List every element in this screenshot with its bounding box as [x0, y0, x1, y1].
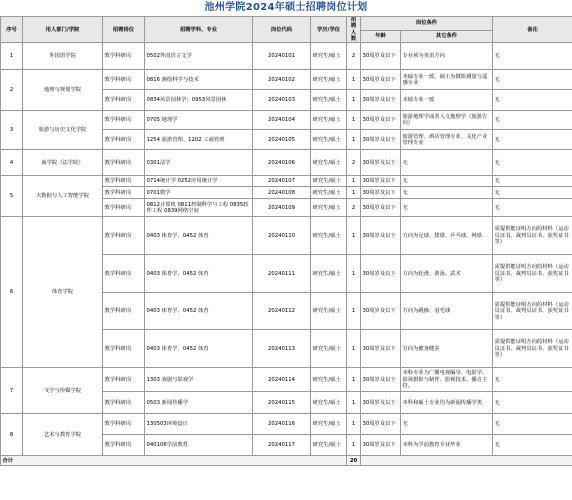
cell-note: 无	[493, 70, 572, 90]
page-title: 池州学院2024年硕士招聘岗位计划	[204, 2, 368, 13]
cell-degree: 研究生/硕士	[311, 293, 347, 330]
cell-degree: 研究生/硕士	[311, 414, 347, 435]
table-row	[1, 150, 572, 176]
cell-degree: 研究生/硕士	[311, 150, 347, 176]
cell-code: 20240101	[253, 43, 311, 70]
cell-post: 教学科研岗	[103, 392, 145, 414]
cell-post: 教学科研岗	[103, 90, 145, 111]
header-code: 岗位代码	[253, 17, 311, 43]
cell-other: 无	[401, 187, 493, 199]
cell-other: 方向为足球、排球、乒乓球、网球	[401, 217, 493, 255]
cell-age: 30周岁及以下	[361, 90, 401, 111]
cell-count: 1	[347, 176, 361, 187]
cell-age: 30周岁及以下	[361, 70, 401, 90]
header-subject: 招聘学科、专业	[145, 17, 253, 43]
cell-degree: 研究生/硕士	[311, 435, 347, 456]
cell-subject: 0403 体育学、0452 体育	[145, 217, 253, 255]
cell-other: 本硕专业一致，硕士为摄影测量与遥感专业	[401, 70, 493, 90]
cell-degree: 研究生/硕士	[311, 111, 347, 130]
cell-subject: 0403 体育学、0452 体育	[145, 293, 253, 330]
cell-code: 20240102	[253, 70, 311, 90]
header-age: 年龄	[361, 30, 401, 43]
total-label: 合计	[1, 456, 347, 466]
cell-degree: 研究生/硕士	[311, 217, 347, 255]
cell-age: 30周岁及以下	[361, 368, 401, 392]
cell-age: 30周岁及以下	[361, 293, 401, 330]
table-row	[1, 70, 572, 90]
cell-other: 方向为跳操、羽毛球	[401, 293, 493, 330]
cell-dept: 文学与传媒学院	[23, 368, 103, 414]
cell-count: 1	[347, 330, 361, 368]
cell-count: 1	[347, 217, 361, 255]
cell-subject: 130503环境设计	[145, 414, 253, 435]
table-row	[1, 43, 572, 70]
cell-seq: 1	[1, 43, 23, 70]
cell-count: 1	[347, 187, 361, 199]
cell-other: 本科专业为广播电视编导、电影学、影视摄影与制作、影视技术、播音主持。	[401, 368, 493, 392]
table-row	[1, 368, 572, 392]
cell-other: 本科和硕士专业均为新闻传播学类	[401, 392, 493, 414]
cell-dept: 外国语学院	[23, 43, 103, 70]
cell-degree: 研究生/硕士	[311, 330, 347, 368]
cell-seq: 3	[1, 111, 23, 150]
header-other: 其它条件	[401, 30, 493, 43]
cell-note: 无	[493, 368, 572, 392]
recruitment-table	[0, 16, 572, 466]
cell-note: 需提供能证明方向的材料（运动员证书、裁判员证书、获奖证书等）	[493, 330, 572, 368]
cell-subject: 0812计算机 0811控制科学与工程 0835软件工程 0839网络空间	[145, 199, 253, 217]
header-conditions: 岗位条件	[361, 17, 493, 31]
total-row	[1, 456, 572, 466]
cell-count: 2	[347, 150, 361, 176]
cell-other: 无	[401, 176, 493, 187]
cell-note: 无	[493, 435, 572, 456]
cell-code: 20240106	[253, 150, 311, 176]
cell-degree: 研究生/硕士	[311, 90, 347, 111]
cell-code: 20240108	[253, 187, 311, 199]
cell-note: 无	[493, 199, 572, 217]
cell-other: 方向为健身健美	[401, 330, 493, 368]
cell-subject: 1254 旅游管理、1202 工商管理	[145, 130, 253, 150]
cell-seq: 5	[1, 176, 23, 217]
cell-subject: 0301法学	[145, 150, 253, 176]
cell-post: 教学科研岗	[103, 43, 145, 70]
cell-seq: 7	[1, 368, 23, 414]
cell-subject: 0503 新闻传播学	[145, 392, 253, 414]
header-count: 招聘人数	[347, 17, 361, 43]
cell-seq: 2	[1, 70, 23, 111]
cell-post: 教学科研岗	[103, 111, 145, 130]
cell-degree: 研究生/硕士	[311, 392, 347, 414]
cell-count: 1	[347, 435, 361, 456]
cell-note: 无	[493, 43, 572, 70]
cell-subject: 0714统计学 0252应用统计学	[145, 176, 253, 187]
cell-count: 1	[347, 111, 361, 130]
cell-note: 需提供能证明方向的材料（运动员证书、裁判员证书、获奖证书等）	[493, 293, 572, 330]
cell-subject: 1303 戏剧与影视学	[145, 368, 253, 392]
cell-other: 无	[401, 414, 493, 435]
table-body	[1, 43, 572, 466]
cell-age: 30周岁及以下	[361, 187, 401, 199]
cell-code: 20240110	[253, 217, 311, 255]
cell-degree: 研究生/硕士	[311, 43, 347, 70]
cell-post: 教学科研岗	[103, 150, 145, 176]
cell-post: 教学科研岗	[103, 130, 145, 150]
header-degree: 学历/学位	[311, 17, 347, 43]
cell-post: 教学科研岗	[103, 187, 145, 199]
cell-note: 无	[493, 414, 572, 435]
header-note: 备注	[493, 17, 572, 43]
cell-degree: 研究生/硕士	[311, 255, 347, 293]
cell-age: 30周岁及以下	[361, 199, 401, 217]
cell-note: 无	[493, 392, 572, 414]
cell-count: 1	[347, 255, 361, 293]
header-dept: 用人部门/学院	[23, 17, 103, 43]
cell-other: 旅游管理、酒店管理专业、文化产业管理专业	[401, 130, 493, 150]
cell-degree: 研究生/硕士	[311, 187, 347, 199]
cell-count: 2	[347, 43, 361, 70]
cell-count: 1	[347, 90, 361, 111]
cell-degree: 研究生/硕士	[311, 130, 347, 150]
cell-subject: 0705 地理学	[145, 111, 253, 130]
table-header	[1, 17, 572, 43]
cell-other: 本科为学前教育专业毕业	[401, 435, 493, 456]
cell-age: 30周岁及以下	[361, 255, 401, 293]
cell-note: 无	[493, 187, 572, 199]
cell-post: 教学科研岗	[103, 330, 145, 368]
cell-count: 1	[347, 414, 361, 435]
cell-note: 无	[493, 111, 572, 130]
cell-post: 教学科研岗	[103, 176, 145, 187]
cell-code: 20240112	[253, 293, 311, 330]
cell-subject: 0834风景园林学；0953风景园林	[145, 90, 253, 111]
cell-age: 30周岁及以下	[361, 130, 401, 150]
table-row	[1, 111, 572, 130]
cell-note: 无	[493, 90, 572, 111]
cell-dept: 地理与规划学院	[23, 70, 103, 111]
cell-seq: 4	[1, 150, 23, 176]
cell-post: 教学科研岗	[103, 368, 145, 392]
cell-degree: 研究生/硕士	[311, 70, 347, 90]
cell-subject: 0403 体育学、0452 体育	[145, 330, 253, 368]
table-row	[1, 414, 572, 435]
cell-code: 20240105	[253, 130, 311, 150]
cell-code: 20240114	[253, 368, 311, 392]
cell-other: 方向为轮滑、游泳、武术	[401, 255, 493, 293]
cell-degree: 研究生/硕士	[311, 199, 347, 217]
cell-dept: 艺术与教育学院	[23, 414, 103, 456]
cell-other: 无	[401, 199, 493, 217]
cell-age: 30周岁及以下	[361, 150, 401, 176]
cell-age: 30周岁及以下	[361, 414, 401, 435]
cell-post: 教学科研岗	[103, 435, 145, 456]
cell-post: 教学科研岗	[103, 199, 145, 217]
cell-other: 本硕专业一致	[401, 90, 493, 111]
cell-post: 教学科研岗	[103, 217, 145, 255]
cell-note: 需提供能证明方向的材料（运动员证书、裁判员证书、获奖证书等）	[493, 255, 572, 293]
cell-degree: 研究生/硕士	[311, 368, 347, 392]
cell-age: 30周岁及以下	[361, 330, 401, 368]
cell-post: 教学科研岗	[103, 70, 145, 90]
cell-count: 1	[347, 70, 361, 90]
header-seq: 序号	[1, 17, 23, 43]
cell-note: 无	[493, 150, 572, 176]
cell-code: 20240115	[253, 392, 311, 414]
cell-count: 2	[347, 199, 361, 217]
cell-degree: 研究生/硕士	[311, 176, 347, 187]
cell-age: 30周岁及以下	[361, 392, 401, 414]
cell-dept: 体育学院	[23, 217, 103, 368]
cell-age: 30周岁及以下	[361, 435, 401, 456]
cell-code: 20240116	[253, 414, 311, 435]
total-empty	[361, 456, 572, 466]
cell-post: 教学科研岗	[103, 414, 145, 435]
cell-code: 20240107	[253, 176, 311, 187]
table-row	[1, 176, 572, 187]
cell-note: 无	[493, 176, 572, 187]
cell-other: 旅游地理学或者人文地理学（旅游方向）	[401, 111, 493, 130]
cell-seq: 8	[1, 414, 23, 456]
cell-age: 30周岁及以下	[361, 217, 401, 255]
cell-age: 30周岁及以下	[361, 176, 401, 187]
cell-count: 1	[347, 368, 361, 392]
cell-subject: 0816 测绘科学与技术	[145, 70, 253, 90]
cell-dept: 大数据与人工智能学院	[23, 176, 103, 217]
cell-count: 1	[347, 293, 361, 330]
cell-age: 30周岁及以下	[361, 43, 401, 70]
cell-post: 教学科研岗	[103, 293, 145, 330]
cell-note: 无	[493, 130, 572, 150]
cell-post: 教学科研岗	[103, 255, 145, 293]
total-count: 20	[347, 456, 361, 466]
cell-other: 专业须为英语方向	[401, 43, 493, 70]
header-post: 招聘岗位	[103, 17, 145, 43]
cell-code: 20240113	[253, 330, 311, 368]
cell-count: 1	[347, 130, 361, 150]
cell-subject: 0701数学	[145, 187, 253, 199]
cell-count: 1	[347, 392, 361, 414]
cell-code: 20240104	[253, 111, 311, 130]
cell-dept: 旅游与历史文化学院	[23, 111, 103, 150]
cell-age: 30周岁及以下	[361, 111, 401, 130]
cell-subject: 0403 体育学、0452 体育	[145, 255, 253, 293]
cell-dept: 商学院（法学院）	[23, 150, 103, 176]
cell-code: 20240103	[253, 90, 311, 111]
cell-subject: 040106学前教育	[145, 435, 253, 456]
cell-note: 需提供能证明方向的材料（运动员证书、裁判员证书、获奖证书等）	[493, 217, 572, 255]
cell-subject: 0502外国语言文学	[145, 43, 253, 70]
cell-seq: 6	[1, 217, 23, 368]
cell-other: 无	[401, 150, 493, 176]
cell-code: 20240109	[253, 199, 311, 217]
cell-code: 20240117	[253, 435, 311, 456]
table-row	[1, 217, 572, 255]
cell-code: 20240111	[253, 255, 311, 293]
